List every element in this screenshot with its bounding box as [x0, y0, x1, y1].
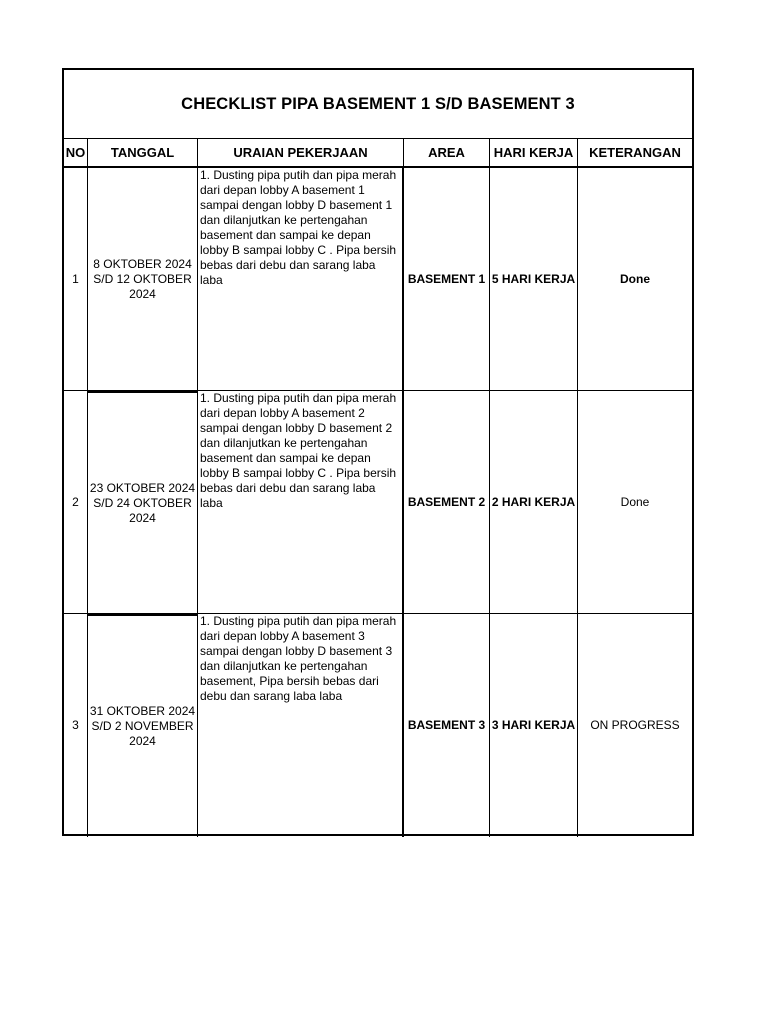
row-hari-kerja: 2 HARI KERJA [490, 391, 578, 613]
table-row [64, 614, 692, 837]
header-keterangan: KETERANGAN [589, 145, 681, 160]
row-tanggal: 23 OKTOBER 2024 S/D 24 OKTOBER 2024 [88, 391, 198, 613]
row-area: BASEMENT 1 [404, 168, 490, 390]
header-tanggal: TANGGAL [88, 139, 198, 166]
row-no: 3 [64, 614, 88, 837]
row-tanggal: 31 OKTOBER 2024 S/D 2 NOVEMBER 2024 [88, 614, 198, 837]
row-area: BASEMENT 2 [404, 391, 490, 613]
document-title: CHECKLIST PIPA BASEMENT 1 S/D BASEMENT 3 [181, 94, 575, 113]
row-keterangan: Done [620, 271, 650, 286]
row-hari-kerja: 3 HARI KERJA [490, 614, 578, 837]
row-uraian-pekerjaan: 1. Dusting pipa putih dan pipa merah dari depan lobby A basement 3 sampai dengan lobby D basement 3 dan dilanjutkan ke pertengahan basement, Pipa bersih bebas dari debu dan sarang laba laba [198, 614, 404, 837]
row-hari-kerja: 5 HARI KERJA [490, 168, 578, 390]
header-uraian-pekerjaan: URAIAN PEKERJAAN [198, 139, 404, 166]
row-uraian-pekerjaan: 1. Dusting pipa putih dan pipa merah dari depan lobby A basement 1 sampai dengan lobby D basement 1 dan dilanjutkan ke pertengahan basement dan sampai ke depan lobby B sampai lobby C . Pipa bersih bebas dari debu dan sarang laba laba [198, 168, 404, 390]
row-keterangan: Done [620, 494, 650, 509]
header-hari-kerja: HARI KERJA [490, 139, 578, 166]
header-area: AREA [404, 139, 490, 166]
row-uraian-pekerjaan: 1. Dusting pipa putih dan pipa merah dari depan lobby A basement 2 sampai dengan lobby D basement 2 dan dilanjutkan ke pertengahan basement dan sampai ke depan lobby B sampai lobby C . Pipa bersih bebas dari debu dan sarang laba laba [198, 391, 404, 613]
row-no: 1 [64, 168, 88, 390]
table-header-row [64, 138, 692, 168]
row-area: BASEMENT 3 [404, 614, 490, 837]
header-no: NO [64, 139, 88, 166]
table-row [64, 168, 692, 391]
row-tanggal: 8 OKTOBER 2024 S/D 12 OKTOBER 2024 [88, 168, 198, 390]
row-no: 2 [64, 391, 88, 613]
checklist-table [62, 68, 694, 836]
table-row [64, 391, 692, 614]
row-keterangan: ON PROGRESS [590, 718, 680, 732]
